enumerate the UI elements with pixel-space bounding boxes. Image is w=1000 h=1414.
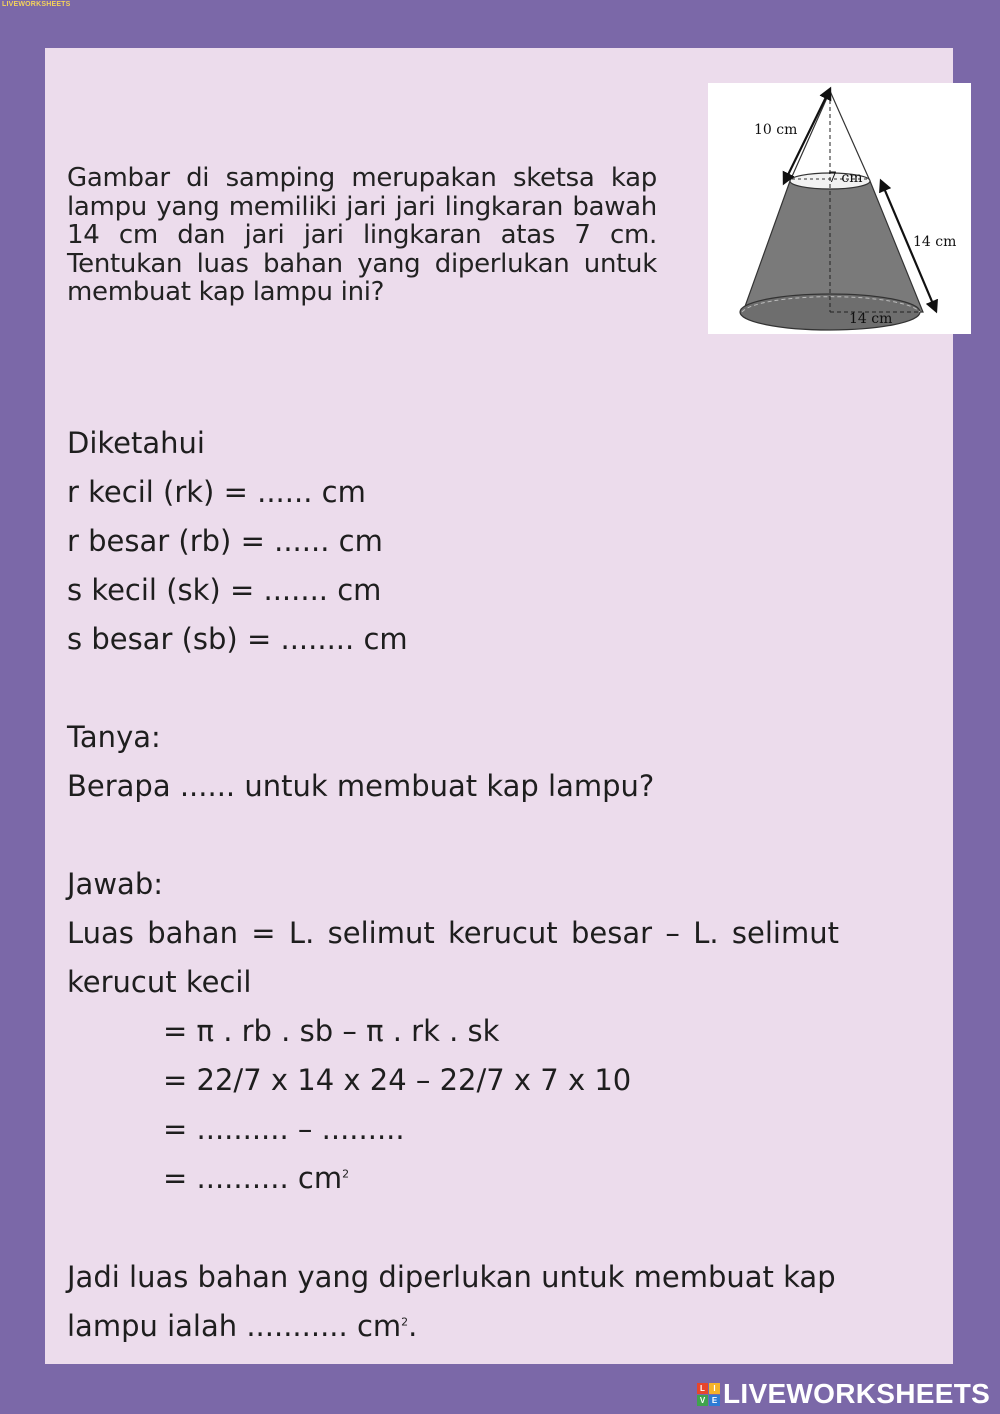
logo-grid-letter: E xyxy=(709,1395,720,1406)
known-rb: r besar (rb) = ...... cm xyxy=(67,524,383,558)
answer-section xyxy=(67,860,839,1203)
known-rk: r kecil (rk) = ...... cm xyxy=(67,475,366,509)
known-sk: s kecil (sk) = ....... cm xyxy=(67,573,382,607)
logo-grid-letter: V xyxy=(697,1395,708,1406)
problem-statement: Gambar di samping merupakan sketsa kap lampu yang memiliki jari jari lingkaran bawah 14 cm dan jari jari lingkaran atas 7 cm. Tentukan luas bahan yang diperlukan untuk membuat kap lampu ini? xyxy=(67,163,657,307)
label-big-slant: 14 cm xyxy=(913,234,957,250)
answer-formula-line1: Luas bahan = L. selimut kerucut besar – L. selimut xyxy=(67,916,839,950)
logo-grid-letter: L xyxy=(697,1383,708,1394)
question-text: Berapa ...... untuk membuat kap lampu? xyxy=(67,769,655,803)
answer-formula-line2: kerucut kecil xyxy=(67,965,252,999)
small-cone-right-edge xyxy=(830,91,870,181)
known-title: Diketahui xyxy=(67,426,205,460)
label-small-slant: 10 cm xyxy=(754,122,798,138)
conclusion-section xyxy=(67,1253,836,1351)
logo-grid-icon xyxy=(697,1383,720,1406)
logo-text: LIVEWORKSHEETS xyxy=(723,1378,991,1409)
answer-step-4-text: = .......... cm xyxy=(163,1161,343,1195)
conclusion-end: . xyxy=(408,1309,418,1343)
label-bottom-radius: 14 cm xyxy=(849,311,893,327)
cone-sketch xyxy=(708,83,971,334)
conclusion-line2-text: lampu ialah ........... cm xyxy=(67,1309,402,1343)
question-title: Tanya: xyxy=(67,720,161,754)
conclusion-line2 xyxy=(67,1302,836,1351)
liveworksheets-logo xyxy=(697,1377,990,1411)
conclusion-exponent: 2 xyxy=(401,1315,409,1329)
label-top-radius: 7 cm xyxy=(828,170,863,186)
answer-step-4-exponent: 2 xyxy=(342,1167,350,1181)
frustum-body xyxy=(743,181,923,312)
top-brand-logo: LIVEWORKSHEETS xyxy=(2,1,71,8)
question-section xyxy=(67,713,654,811)
conclusion-line1: Jadi luas bahan yang diperlukan untuk membuat kap xyxy=(67,1260,836,1294)
lampshade-figure xyxy=(708,83,971,334)
answer-step-4 xyxy=(67,1154,839,1203)
known-section xyxy=(67,419,408,664)
answer-title: Jawab: xyxy=(67,867,163,901)
answer-step-2: = 22/7 x 14 x 24 – 22/7 x 7 x 10 xyxy=(163,1063,632,1097)
answer-step-3: = .......... – ......... xyxy=(163,1112,405,1146)
answer-step-1: = π . rb . sb – π . rk . sk xyxy=(163,1014,500,1048)
logo-grid-letter: I xyxy=(709,1383,720,1394)
known-sb: s besar (sb) = ........ cm xyxy=(67,622,408,656)
